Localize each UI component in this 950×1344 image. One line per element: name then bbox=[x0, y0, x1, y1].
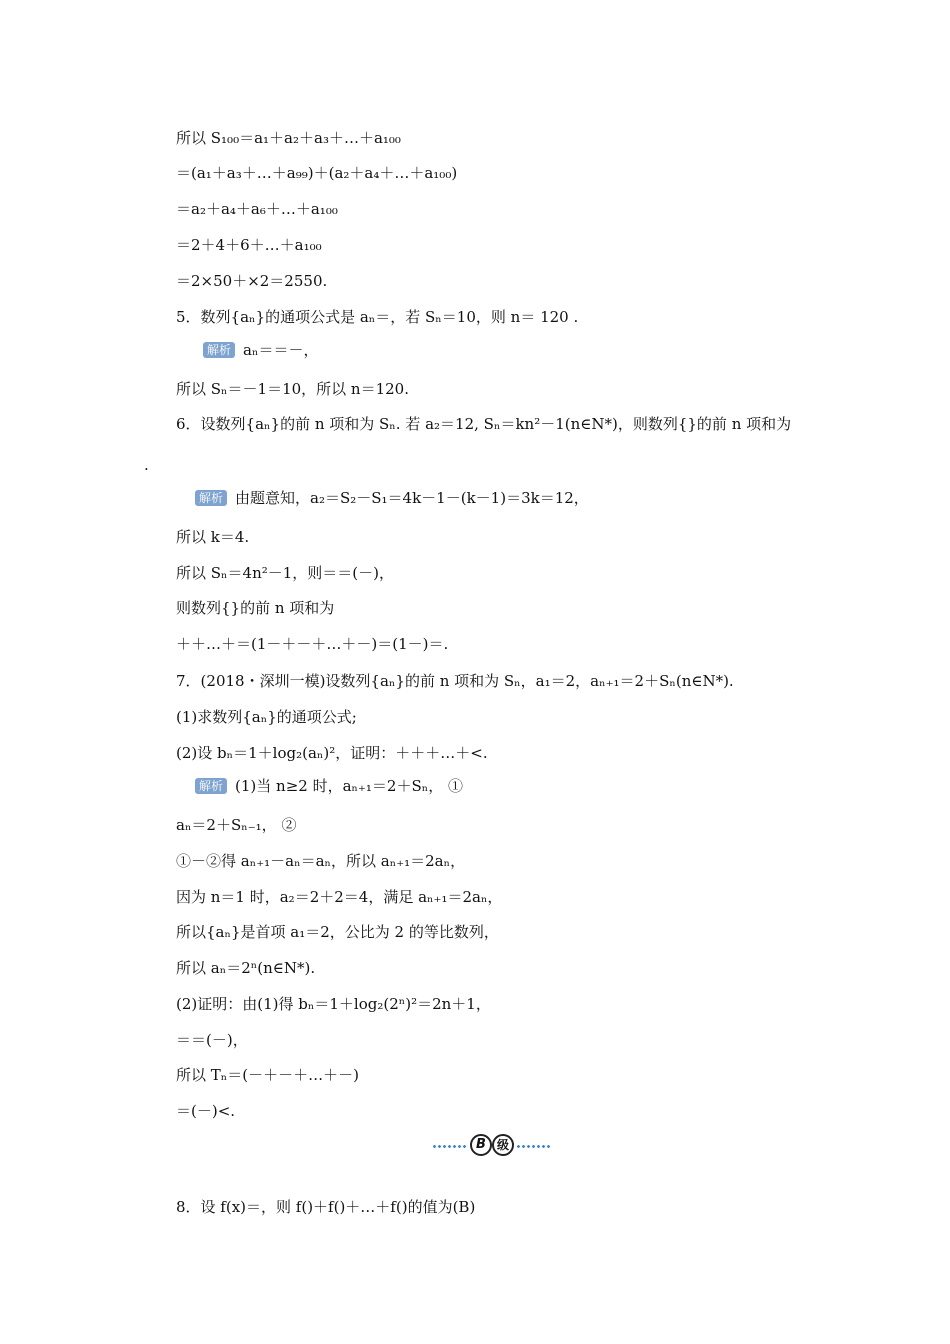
analysis-badge: 解析 bbox=[203, 342, 235, 358]
text-line: aₙ＝＝－， bbox=[243, 341, 319, 359]
text-line: 因为 n＝1 时，a₂＝2＋2＝4，满足 aₙ₊₁＝2aₙ， bbox=[176, 888, 503, 906]
text-line: (1)当 n≥2 时，aₙ₊₁＝2＋Sₙ， ① bbox=[235, 777, 464, 795]
text-line: (2)设 bₙ＝1＋log₂(aₙ)²，证明：＋＋＋…＋<. bbox=[176, 744, 488, 762]
text-line: aₙ＝2＋Sₙ₋₁， ② bbox=[176, 816, 297, 834]
text-line: (2)证明：由(1)得 bₙ＝1＋log₂(2ⁿ)²＝2n＋1， bbox=[176, 995, 491, 1013]
text-line: 所以{aₙ}是首项 a₁＝2，公比为 2 的等比数列， bbox=[176, 923, 499, 941]
text-line: ＝a₂＋a₄＋a₆＋…＋a₁₀₀ bbox=[176, 200, 338, 218]
dotted-rule bbox=[516, 1145, 552, 1148]
text-line: ＝＝(－)， bbox=[176, 1031, 248, 1049]
text-line: 所以 Sₙ＝4n²－1，则＝＝(－)， bbox=[176, 564, 394, 582]
level-label-badge: 级 bbox=[492, 1134, 514, 1156]
text-line: 所以 S₁₀₀＝a₁＋a₂＋a₃＋…＋a₁₀₀ bbox=[176, 129, 401, 147]
text-line: 由题意知，a₂＝S₂－S₁＝4k－1－(k－1)＝3k＝12， bbox=[235, 489, 589, 507]
text-line: (1)求数列{aₙ}的通项公式; bbox=[176, 708, 357, 726]
text-line: ＝(a₁＋a₃＋…＋a₉₉)＋(a₂＋a₄＋…＋a₁₀₀) bbox=[176, 164, 458, 182]
problem-8: 8．设 f(x)＝，则 f()＋f()＋…＋f()的值为(B) bbox=[176, 1198, 476, 1216]
analysis-badge: 解析 bbox=[195, 490, 227, 506]
text-line: 所以 Sₙ＝－1＝10，所以 n＝120. bbox=[176, 380, 409, 398]
level-letter-badge: B bbox=[470, 1134, 492, 1156]
text-line: ＝(－)<. bbox=[176, 1102, 236, 1120]
text-line: ＝2＋4＋6＋…＋a₁₀₀ bbox=[176, 236, 322, 254]
dotted-rule bbox=[432, 1145, 468, 1148]
analysis-badge: 解析 bbox=[195, 778, 227, 794]
text-line: 所以 aₙ＝2ⁿ(n∈N*). bbox=[176, 959, 316, 977]
analysis-line bbox=[195, 776, 463, 796]
text-line: ①－②得 aₙ₊₁－aₙ＝aₙ，所以 aₙ₊₁＝2aₙ， bbox=[176, 852, 466, 870]
text-line: ＝2×50＋×2＝2550. bbox=[176, 272, 328, 290]
section-divider-b-level bbox=[432, 1134, 552, 1160]
problem-7: 7．(2018・深圳一模)设数列{aₙ}的前 n 项和为 Sₙ，a₁＝2，aₙ₊₁＝2＋Sₙ(n∈N*). bbox=[176, 672, 734, 690]
text-line: 则数列{}的前 n 项和为 bbox=[176, 599, 335, 617]
text-line: 所以 Tₙ＝(－＋－＋…＋－) bbox=[176, 1066, 359, 1084]
text-line: ＋＋…＋＝(1－＋－＋…＋－)＝(1－)＝. bbox=[176, 635, 449, 653]
problem-6: 6．设数列{aₙ}的前 n 项和为 Sₙ. 若 a₂＝12, Sₙ＝kn²－1(n∈N*)，则数列{}的前 n 项和为 bbox=[176, 415, 792, 433]
text-line: . bbox=[144, 456, 149, 474]
text-line: 所以 k＝4. bbox=[176, 528, 250, 546]
analysis-line bbox=[195, 488, 589, 508]
analysis-line bbox=[203, 340, 318, 360]
problem-5: 5．数列{aₙ}的通项公式是 aₙ＝，若 Sₙ＝10，则 n＝ 120 . bbox=[176, 308, 579, 326]
